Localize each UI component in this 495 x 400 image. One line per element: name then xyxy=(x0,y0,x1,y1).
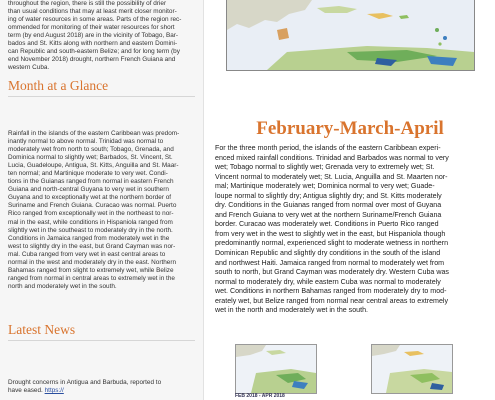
news-link[interactable]: https:// xyxy=(44,387,64,395)
fma-line: predominantly normal, experienced slight to moderate wetness in northern xyxy=(215,239,449,248)
rainfall-map-thumbnail-left xyxy=(235,344,317,394)
intro-line: throughout the region, there is still the possibility of drier xyxy=(8,0,167,7)
month-line: inantly normal to above normal. Trinidad was normal to xyxy=(8,138,164,146)
fma-line: border. Curacao was moderately wet. Conditions in Puerto Rico ranged xyxy=(215,220,439,229)
month-line: north and moderately wet in the south. xyxy=(8,282,117,290)
fma-line: and northwest Haiti. Jamaica ranged from normal to moderately wet from xyxy=(215,258,445,267)
latest-news-text xyxy=(0,379,203,395)
map-caption: FEB 2018 - APR 2018 xyxy=(235,393,285,399)
intro-line: bados and St. Kitts along with northern and eastern Domini- xyxy=(8,40,178,48)
month-line: mal. Cuba ranged from very wet in east central areas to xyxy=(8,250,166,258)
month-line: slightly wet in the southeast to moderately dry in the north. xyxy=(8,226,173,234)
map-thumbnail-graphic xyxy=(372,345,452,393)
fma-line: enced mixed rainfall conditions. Trinidad and Barbados was normal to very xyxy=(215,153,449,162)
month-line: mal in the east, while conditions in Hispaniola ranged from xyxy=(8,218,173,226)
map-thumbnail-graphic xyxy=(236,345,316,393)
fma-line: normal to moderately dry, while eastern Cuba was normal to moderately xyxy=(215,277,441,286)
month-line: normal in the west and moderately dry in the east. Northern xyxy=(8,258,177,266)
month-line: Guyana and to exceptionally wet at the northern border of xyxy=(8,194,172,202)
fma-summary-text xyxy=(215,144,489,316)
month-line: moderately wet from north to south; Tobago, Grenada, and xyxy=(8,146,174,154)
fma-line: Vincent normal to moderately wet; St. Lucia, Anguilla and St. Maarten nor- xyxy=(215,172,448,181)
fma-line: from very wet in the west to slightly wet in the east, but Hispaniola though xyxy=(215,229,446,238)
fma-line: wet; Tobago normal to slightly wet; Grenada very to extremely wet; St. xyxy=(215,163,435,172)
rainfall-map-thumbnail-right xyxy=(371,344,453,394)
rainfall-map-image xyxy=(226,0,475,71)
month-line: west to slightly dry in the east, but Grand Cayman was nor- xyxy=(8,242,176,250)
fma-line: Dominican Republic and slightly dry conditions in the south of the island xyxy=(215,249,441,258)
fma-line: south to north, but Grand Cayman was moderately dry. Western Cuba was xyxy=(215,268,449,277)
sidebar xyxy=(0,0,204,400)
month-line: Bahamas ranged from slight to extremely wet, while Belize xyxy=(8,266,174,274)
intro-line: ommended for monitoring of their water resources for short xyxy=(8,24,175,32)
month-at-a-glance-text xyxy=(0,130,203,291)
month-line: Suriname and French Guiana. Curacao was normal. Puerto xyxy=(8,202,177,210)
news-text-span: have eased. xyxy=(8,387,43,395)
section-divider xyxy=(8,96,195,97)
news-line: Drought concerns in Antigua and Barbuda, reported to xyxy=(8,379,162,386)
fma-line: and French Guiana to very wet at the northern Suriname/French Guiana xyxy=(215,210,442,219)
caribbean-map-graphic xyxy=(227,0,474,70)
month-line: Rico ranged from exceptionally wet in the northeast to nor- xyxy=(8,210,174,218)
intro-line: end November 2018) drought, northern French Guiana and xyxy=(8,56,176,64)
fma-line: wet in the north and moderately wet in the south. xyxy=(215,306,369,315)
fma-line: erately wet, but Belize ranged from normal near central areas to extremely xyxy=(215,296,449,305)
fma-line: wet. Conditions in northern Bahamas ranged from moderately dry to mod- xyxy=(215,287,447,296)
intro-line: can Republic and south-eastern Belize; and for long term (by xyxy=(8,48,180,56)
section-divider xyxy=(8,340,195,341)
news-line xyxy=(0,387,203,395)
fma-line: For the three month period, the islands of the eastern Caribbean experi- xyxy=(215,144,441,152)
month-at-a-glance-heading: Month at a Glance xyxy=(8,78,109,93)
month-line: ranged from normal in central areas to extremely wet in the xyxy=(8,274,175,282)
month-line: ten normal; and Martinique moderate to very wet. Condi- xyxy=(8,170,168,178)
month-line: Conditions in Jamaica ranged from moderately wet in the xyxy=(8,234,170,242)
month-line: Guiana and north-central Guyana to very wet in southern xyxy=(8,186,169,194)
fma-line: loupe normal to slightly dry; Antigua slightly dry; and St. Kitts moderately xyxy=(215,191,442,200)
intro-text xyxy=(0,0,203,72)
fma-line: mal; Martinique moderately wet; Dominica normal to very wet; Guade- xyxy=(215,182,435,191)
main-content xyxy=(205,0,495,400)
month-line: Dominica normal to slightly wet; Barbados, St. Vincent, St. xyxy=(8,154,173,162)
fma-line: dry. Conditions in the Guianas ranged from normal over most of Guyana xyxy=(215,201,442,210)
intro-line: western Cuba. xyxy=(8,64,50,72)
intro-line: than usual conditions that may at least merit closer monitor- xyxy=(8,8,177,16)
latest-news-heading: Latest News xyxy=(8,322,76,337)
intro-line: term (by end August 2018) are in the vicinity of Tobago, Bar- xyxy=(8,32,179,40)
month-line: Lucia, Guadeloupe, Antigua, St. Kitts, Anguilla and St. Maar- xyxy=(8,162,179,170)
intro-line: ing of water resources in some areas. Parts of the region rec- xyxy=(8,16,182,24)
month-line: tions in the Guianas ranged from normal in eastern French xyxy=(8,178,174,186)
section-title: February-March-April xyxy=(256,118,444,139)
month-line: Rainfall in the islands of the eastern Caribbean was predom- xyxy=(8,130,180,137)
